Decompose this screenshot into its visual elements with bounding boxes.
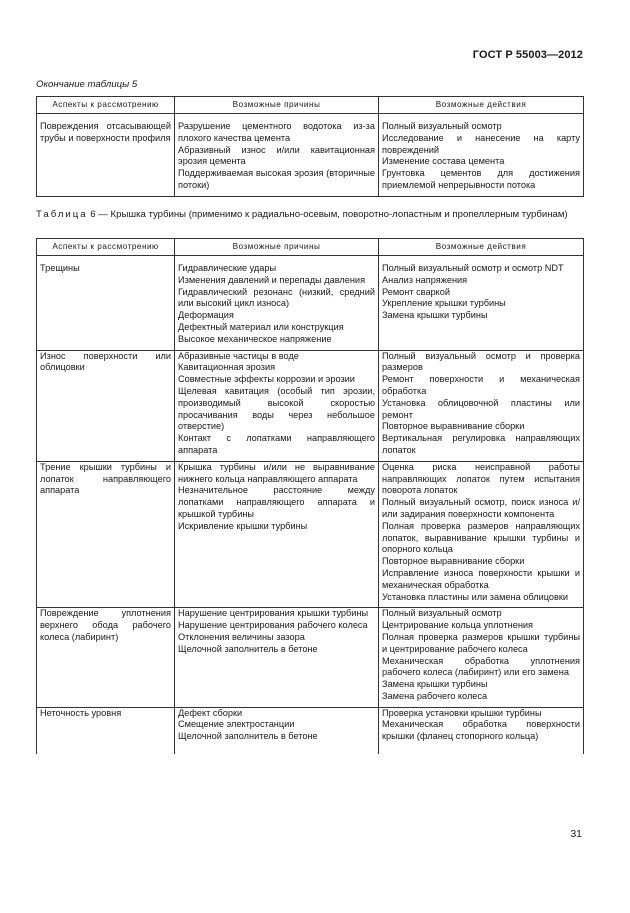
action-item: Полная проверка размеров направляющих лопаток, выравнивание крышки турбины и опорного кольца: [382, 520, 580, 555]
causes-cell: [175, 263, 379, 350]
cause-item: Нарушение центрирования рабочего колеса: [178, 620, 368, 631]
table6-caption: [36, 209, 586, 221]
aspect-cell: Трещины: [37, 263, 175, 350]
cause-item: Щелочной заполнитель в бетоне: [178, 731, 318, 742]
actions-cell: [379, 350, 584, 461]
aspect-cell: Неточность уровня: [37, 707, 175, 754]
cause-item: Изменения давлений и перепады давления: [178, 274, 366, 285]
table5-header-actions: Возможные действия: [379, 97, 584, 114]
action-item: Исследование и нанесение на карту повреждений: [382, 132, 580, 155]
cause-item: Дефектный материал или конструкция: [178, 321, 344, 332]
table5-header-aspects: Аспекты к рассмотрению: [37, 97, 175, 114]
aspect-cell: Трение крышки турбины и лопаток направляющего аппарата: [37, 461, 175, 608]
action-item: Укрепление крышки турбины: [382, 298, 506, 309]
cause-item: Разрушение цементного водотока из-за плохого качества цемента: [178, 121, 375, 143]
cause-item: Поддерживаемая высокая эрозия (вторичные потоки): [178, 168, 375, 190]
causes-cell: [175, 608, 379, 707]
action-item: Ремонт сваркой: [382, 286, 451, 297]
cause-item: Контакт с лопатками направляющего аппарата: [178, 433, 375, 455]
table6: [36, 238, 584, 754]
actions-cell: [379, 263, 584, 350]
table-row: [37, 121, 584, 196]
action-item: Ремонт поверхности и механическая обработка: [382, 374, 580, 396]
cause-item: Гидравлический резонанс (низкий, средний или высокий цикл износа): [178, 286, 375, 309]
action-item: Изменение состава цемента: [382, 156, 505, 167]
action-item: Замена рабочего колеса: [382, 690, 488, 701]
cause-item: Щелевая кавитация (особый тип эрозии, производимый высокой скоростью просачивания воды через небольшое отверстие): [178, 385, 375, 432]
table5: [36, 96, 584, 197]
actions-cell: [379, 707, 584, 754]
action-item: Полный визуальный осмотр, поиск износа и/или задирания поверхности компонента: [382, 497, 580, 519]
cause-item: Абразивные частицы в воде: [178, 350, 299, 361]
cause-item: Отклонения величины зазора: [178, 631, 305, 642]
action-item: Повторное выравнивание сборки: [382, 556, 525, 567]
table-row: [37, 350, 584, 461]
cause-item: Щелочной заполнитель в бетоне: [178, 643, 318, 654]
table-row: [37, 263, 584, 350]
table-row: [37, 461, 584, 608]
cause-item: Совместные эффекты коррозии и эрозии: [178, 374, 355, 385]
action-item: Повторное выравнивание сборки: [382, 421, 525, 432]
action-item: Полный визуальный осмотр и осмотр NDT: [382, 263, 564, 273]
cause-item: Смещение электростанции: [178, 719, 295, 730]
action-item: Анализ напряжения: [382, 274, 468, 285]
actions-cell: [379, 121, 584, 196]
action-item: Исправление износа поверхности крышки и механическая обработка: [382, 567, 580, 590]
action-item: Оценка риска неисправной работы направляющих лопаток путем испытания поворота лопаток: [382, 461, 580, 496]
causes-cell: [175, 350, 379, 461]
page-number: 31: [570, 828, 582, 840]
table6-header-actions: Возможные действия: [379, 239, 584, 256]
aspect-cell: Повреждения отсасывающей трубы и поверхности профиля: [37, 121, 175, 196]
table6-header-row: [37, 239, 584, 256]
table6-header-aspects: Аспекты к рассмотрению: [37, 239, 175, 256]
action-item: Полный визуальный осмотр и проверка размеров: [382, 350, 580, 373]
cause-item: Абразивный износ и/или кавитационная эрозия цемента: [178, 144, 375, 167]
table5-header-row: [37, 97, 584, 114]
table-row: [37, 608, 584, 707]
action-item: Механическая обработка поверхности крышки (фланец стопорного кольца): [382, 719, 580, 742]
table6-header-causes: Возможные причины: [175, 239, 379, 256]
cause-item: Крышка турбины и/или не выравнивание нижнего кольца направляющего аппарата: [178, 461, 375, 484]
standard-designation: ГОСТ Р 55003—2012: [472, 49, 583, 61]
causes-cell: [175, 461, 379, 608]
action-item: Полный визуальный осмотр: [382, 121, 502, 131]
aspect-cell: Износ поверхности или облицовки: [37, 350, 175, 461]
action-item: Центрирование кольца уплотнения: [382, 620, 534, 631]
cause-item: Гидравлические удары: [178, 263, 277, 273]
action-item: Грунтовка цементов для достижения приемлемой непрерывности потока: [382, 168, 580, 190]
action-item: Вертикальная регулировка направляющих лопаток: [382, 433, 580, 455]
cause-item: Деформация: [178, 310, 234, 321]
causes-cell: [175, 121, 379, 196]
action-item: Проверка установки крышки турбины: [382, 707, 542, 718]
action-item: Полный визуальный осмотр: [382, 608, 502, 619]
action-item: Механическая обработка уплотнения рабочего колеса (лабиринт) или его замена: [382, 655, 580, 678]
table6-caption-text: 6 — Крышка турбины (применимо к радиально-осевым, поворотно-лопастным и пропеллерным турбинам): [90, 209, 568, 220]
causes-cell: [175, 707, 379, 754]
actions-cell: [379, 608, 584, 707]
cause-item: Кавитационная эрозия: [178, 362, 276, 373]
table-row: [37, 707, 584, 754]
actions-cell: [379, 461, 584, 608]
action-item: Установка облицовочной пластины или ремонт: [382, 397, 580, 420]
cause-item: Искривление крышки турбины: [178, 520, 308, 531]
cause-item: Нарушение центрирования крышки турбины: [178, 608, 369, 619]
cause-item: Незначительное расстояние между лопатками направляющего аппарата и крышкой турбины: [178, 485, 375, 519]
table6-caption-label: Таблица: [36, 209, 88, 220]
action-item: Замена крышки турбины: [382, 679, 488, 690]
table5-header-causes: Возможные причины: [175, 97, 379, 114]
action-item: Установка пластины или замена облицовки: [382, 591, 569, 602]
cause-item: Дефект сборки: [178, 707, 243, 718]
table5-caption: Окончание таблицы 5: [36, 79, 138, 90]
aspect-cell: Повреждение уплотнения верхнего обода рабочего колеса (лабиринт): [37, 608, 175, 707]
action-item: Замена крышки турбины: [382, 310, 488, 321]
cause-item: Высокое механическое напряжение: [178, 333, 332, 344]
action-item: Полная проверка размеров крышки турбины и центрирование рабочего колеса: [382, 631, 580, 654]
